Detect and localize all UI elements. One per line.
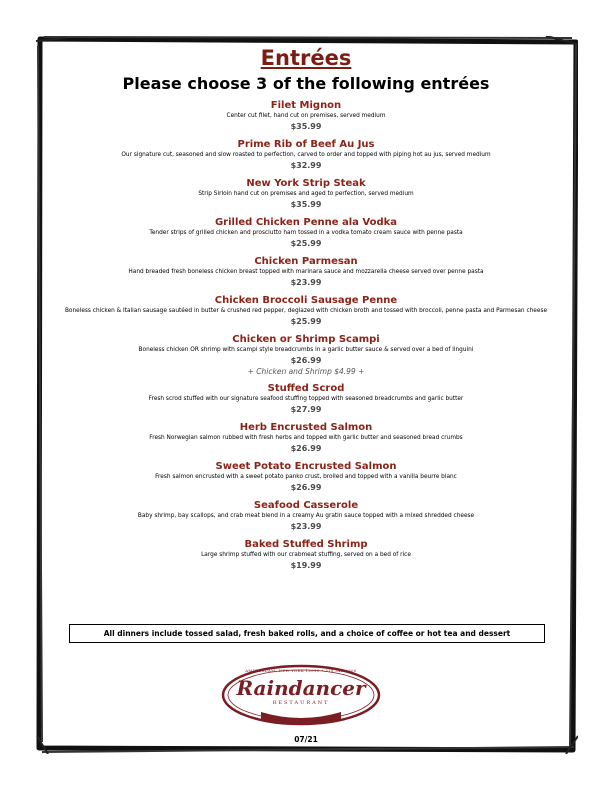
menu-item xyxy=(44,382,568,416)
menu-item xyxy=(44,333,568,377)
menu-item xyxy=(44,216,568,250)
item-description: Boneless chicken OR shrimp with scampi style breadcrumbs in a garlic butter sauce & served over a bed of linguini xyxy=(138,347,474,353)
item-description: Large shrimp stuffed with our crabmeat stuffing, served on a bed of rice xyxy=(201,552,411,558)
item-price: $32.99 xyxy=(290,161,322,170)
item-name: Baked Stuffed Shrimp xyxy=(244,539,368,550)
item-extra-note: + Chicken and Shrimp $4.99 + xyxy=(247,367,365,376)
logo-subtitle: RESTAURANT xyxy=(272,700,330,706)
item-name: Herb Encrusted Salmon xyxy=(239,422,373,433)
menu-item xyxy=(44,294,568,328)
page-title: Entrées xyxy=(260,46,352,70)
item-description: Boneless chicken & Italian sausage sautéed in butter & crushed red pepper, deglazed with chicken broth and tossed with broccoli, penne pasta and Parmesan cheese xyxy=(64,308,548,314)
item-price: $25.99 xyxy=(290,317,322,326)
item-price: $26.99 xyxy=(290,356,322,365)
dinner-includes-note: All dinners include tossed salad, fresh baked rolls, and a choice of coffee or hot tea and dessert xyxy=(69,624,545,643)
item-description: Tender strips of grilled chicken and prosciutto ham tossed in a vodka tomato cream sauce with penne pasta xyxy=(149,230,463,236)
item-description: Center cut filet, hand cut on premises, served medium xyxy=(226,113,386,119)
menu-item xyxy=(44,421,568,455)
item-name: Stuffed Scrod xyxy=(267,383,345,394)
item-price: $23.99 xyxy=(290,278,322,287)
item-name: New York Strip Steak xyxy=(246,178,366,189)
item-description: Strip Sirloin hand cut on premises and aged to perfection, served medium xyxy=(198,191,414,197)
item-name: Filet Mignon xyxy=(270,100,342,111)
menu-item xyxy=(44,499,568,533)
item-price: $35.99 xyxy=(290,200,322,209)
item-name: Chicken Parmesan xyxy=(254,256,358,267)
item-price: $23.99 xyxy=(290,522,322,531)
menu-date: 07/21 xyxy=(294,735,318,744)
logo-name: Raindancer xyxy=(236,676,366,700)
menu-item xyxy=(44,255,568,289)
item-description: Our signature cut, seasoned and slow roasted to perfection, carved to order and topped with piping hot au jus, served medium xyxy=(121,152,491,158)
item-description: Baby shrimp, bay scallops, and crab meat blend in a creamy Au gratin sauce topped with a mixed shredded cheese xyxy=(137,513,475,519)
item-description: Hand breaded fresh boneless chicken breast topped with marinara sauce and mozzarella cheese served over penne pasta xyxy=(128,269,484,275)
menu-item xyxy=(44,99,568,133)
menu-item xyxy=(44,460,568,494)
item-description: Fresh salmon encrusted with a sweet potato panko crust, broiled and topped with a vanilla beurre blanc xyxy=(155,474,457,480)
item-name: Grilled Chicken Penne ala Vodka xyxy=(214,217,398,228)
item-name: Seafood Casserole xyxy=(253,500,359,511)
restaurant-logo xyxy=(221,664,381,726)
menu-item xyxy=(44,177,568,211)
item-price: $26.99 xyxy=(290,444,322,453)
item-name: Chicken Broccoli Sausage Penne xyxy=(214,295,398,306)
item-name: Prime Rib of Beef Au Jus xyxy=(237,139,375,150)
page-subtitle: Please choose 3 of the following entrées xyxy=(122,74,490,93)
item-description: Fresh Norwegian salmon rubbed with fresh herbs and topped with garlic butter and seasoned bread crumbs xyxy=(149,435,463,441)
item-description: Fresh scrod stuffed with our signature seafood stuffing topped with seasoned breadcrumbs and garlic butter xyxy=(148,396,464,402)
item-name: Chicken or Shrimp Scampi xyxy=(232,334,380,345)
logo-established: est. 1980 xyxy=(279,708,323,718)
menu-content xyxy=(44,44,568,572)
item-price: $25.99 xyxy=(290,239,322,248)
item-price: $27.99 xyxy=(290,405,322,414)
item-name: Sweet Potato Encrusted Salmon xyxy=(215,461,397,472)
item-price: $26.99 xyxy=(290,483,322,492)
logo-address: AMSTERDAM, NEW YORK 12010 • 518.842.2606 xyxy=(245,669,357,673)
menu-item xyxy=(44,538,568,572)
item-price: $35.99 xyxy=(290,122,322,131)
menu-item xyxy=(44,138,568,172)
item-price: $19.99 xyxy=(290,561,322,570)
